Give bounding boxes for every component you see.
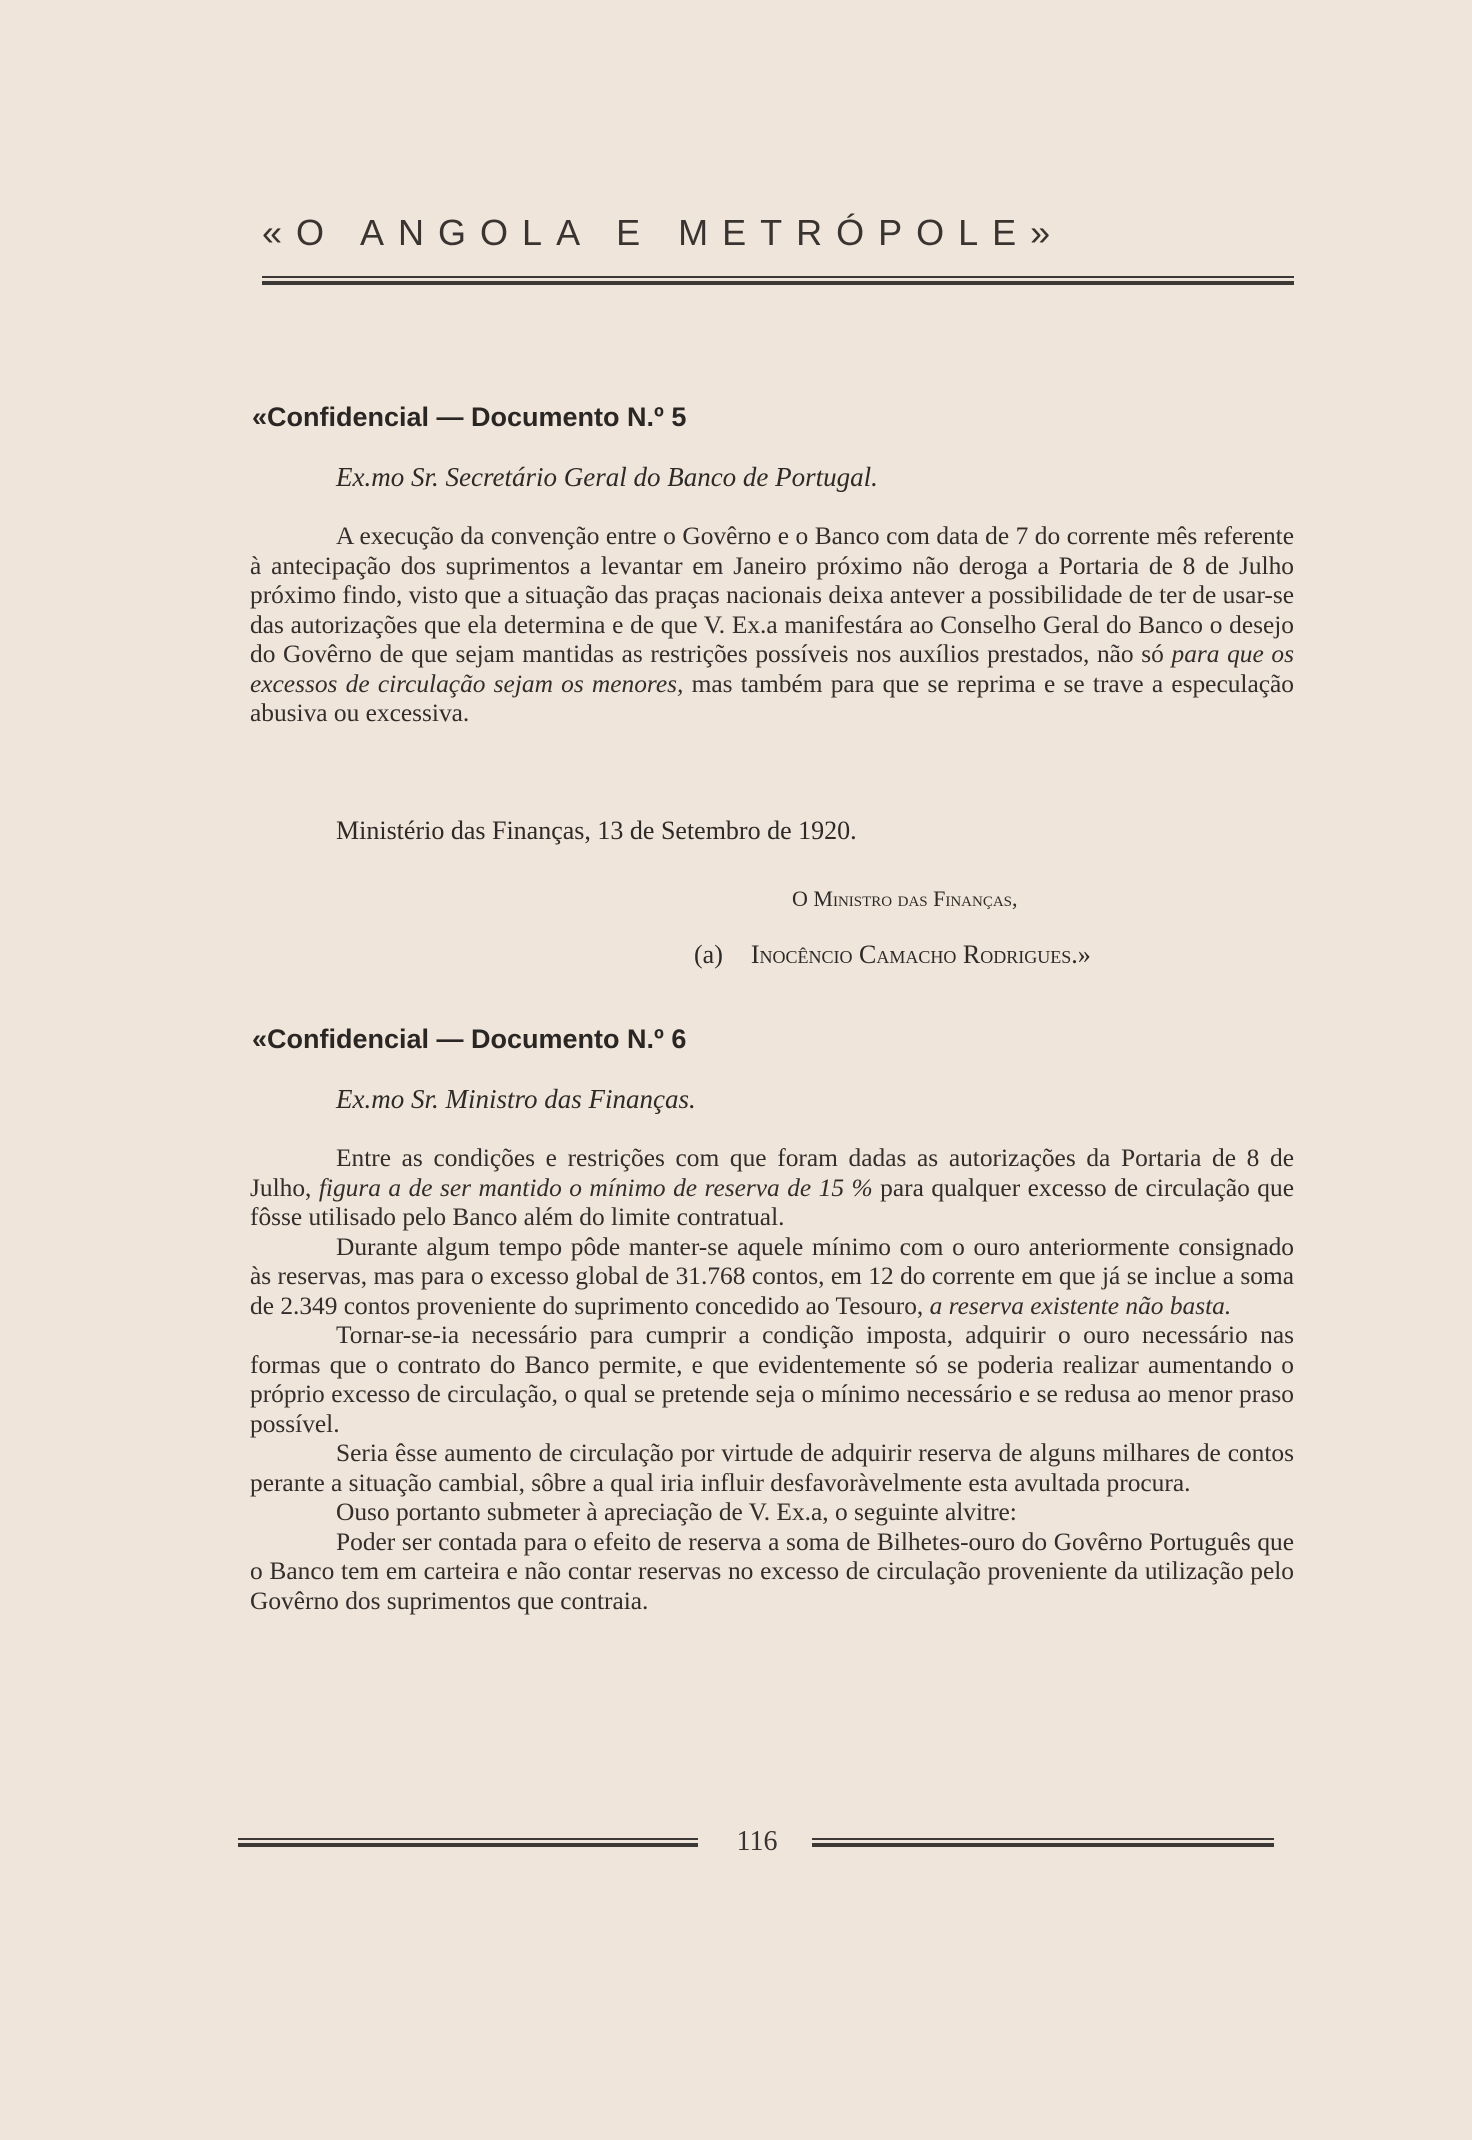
doc5-body <box>250 522 1294 729</box>
doc6-heading: «Confidencial — Documento N.º 6 <box>252 1024 687 1054</box>
doc6-paragraph-6: Poder ser contada para o efeito de reserva a soma de Bilhetes-ouro do Govêrno Português que o Banco tem em carteira e não contar reservas no excesso de circulação proveniente da utilização pelo Govêrno dos suprimentos que contraia. <box>250 1527 1294 1615</box>
doc5-signature <box>694 940 1091 970</box>
doc5-heading: «Confidencial — Documento N.º 5 <box>252 402 687 432</box>
doc5-emphasis: para que os excessos de circulação sejam os menores, <box>250 640 1294 698</box>
doc6-paragraph-1: Entre as condições e restrições com que foram dadas as autorizações da Portaria de 8 de Julho, figura a de ser mantido o mínimo de reserva de 15 % para qualquer excesso de circulação que fôsse utilisado pelo Banco além do limite contratual. <box>250 1144 1294 1231</box>
doc5-paragraph: A execução da convenção entre o Govêrno e o Banco com data de 7 do corrente mês referente à antecipação dos suprimentos a levantar em Janeiro próximo não deroga a Portaria de 8 de Julho próximo findo, visto que a situação das praças nacionais deixa antever a possibilidade de ter de usar-se das autorizações que ela determina e de que V. Ex.a manifestára ao Conselho Geral do Banco o desejo do Govêrno de que sejam mantidas as restrições possíveis nos auxílios prestados, não só para que os excessos de circulação sejam os menores, mas também para que se reprima e se trave a especulação abusiva ou excessiva. <box>250 522 1294 727</box>
page-number: 116 <box>736 1826 778 1857</box>
doc6-paragraph-4: Seria êsse aumento de circulação por virtude de adquirir reserva de alguns milhares de contos perante a situação cambial, sôbre a qual iria influir desfavoràvelmente esta avultada procura. <box>250 1439 1294 1497</box>
doc6-paragraph-5: Ouso portanto submeter à apreciação de V. Ex.a, o seguinte alvitre: <box>336 1498 1017 1526</box>
footer-rule-left <box>238 1838 698 1847</box>
doc6-salutation: Ex.mo Sr. Ministro das Finanças. <box>336 1084 696 1114</box>
doc5-minister-title: O Ministro das Finanças, <box>792 886 1018 911</box>
doc5-dateline: Ministério das Finanças, 13 de Setembro de 1920. <box>336 816 857 845</box>
running-header: «O ANGOLA E METRÓPOLE» <box>262 212 1065 253</box>
signature-mark: (a) <box>694 940 723 969</box>
doc6-body <box>250 1144 1294 1616</box>
header-rule <box>262 276 1294 285</box>
signature-name: Inocêncio Camacho Rodrigues.» <box>750 940 1091 969</box>
doc6-paragraph-3: Tornar-se-ia necessário para cumprir a condição imposta, adquirir o ouro necessário nas formas que o contrato do Banco permite, e que evidentemente só se poderia realizar aumentando o próprio excesso de circulação, o qual se pretende seja o mínimo necessário e se redusa ao menor praso possível. <box>250 1321 1294 1438</box>
doc6-paragraph-2: Durante algum tempo pôde manter-se aquele mínimo com o ouro anteriormente consignado às reservas, mas para o excesso global de 31.768 contos, em 12 do corrente em que já se inclue a soma de 2.349 contos proveniente do suprimento concedido ao Tesouro, a reserva existente não basta. <box>250 1232 1294 1320</box>
doc5-salutation: Ex.mo Sr. Secretário Geral do Banco de Portugal. <box>336 462 878 492</box>
footer-rule-right <box>812 1838 1274 1847</box>
